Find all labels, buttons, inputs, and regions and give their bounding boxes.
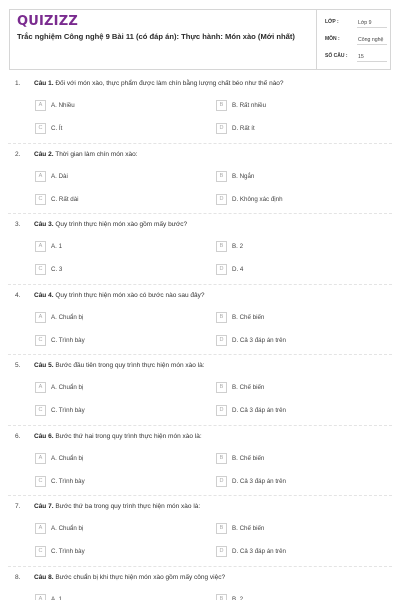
option-text: D. Cả 3 đáp án trên [232, 477, 287, 485]
question-body: Quy trình thực hiện món xào có bước nào sau đây? [55, 291, 205, 299]
option-letter-box[interactable]: A [35, 171, 46, 182]
option-letter-box[interactable]: D [216, 194, 227, 205]
worksheet-header [9, 9, 391, 70]
answer-option-b[interactable] [216, 453, 366, 465]
option-letter-box[interactable]: C [35, 335, 46, 346]
option-letter-box[interactable]: D [216, 264, 227, 275]
answer-option-d[interactable] [216, 405, 366, 417]
question-text [34, 433, 202, 440]
question-number: 2. [15, 150, 21, 158]
meta-class-value: Lớp 9 [357, 18, 387, 28]
question-number: 8. [15, 573, 21, 581]
option-text: B. Chế biến [232, 313, 265, 321]
option-letter-box[interactable]: A [35, 523, 46, 534]
answer-option-d[interactable] [216, 194, 366, 206]
option-letter-box[interactable]: D [216, 546, 227, 557]
question-body: Đối với món xào, thực phẩm được làm chín bằng lượng chất béo như thế nào? [55, 80, 284, 87]
option-text: D. Cả 3 đáp án trên [232, 407, 287, 414]
answer-option-c[interactable] [35, 335, 185, 347]
question-text [34, 574, 225, 581]
answer-option-b[interactable] [216, 100, 366, 112]
question-divider [8, 566, 392, 567]
answer-option-a[interactable] [35, 382, 185, 394]
option-text: B. 2 [232, 595, 244, 600]
quizizz-logo: QUIZIZZ [17, 14, 78, 29]
question-number: 7. [15, 503, 21, 510]
worksheet-title: Trắc nghiệm Công nghệ 9 Bài 11 (có đáp án): Thực hành: Món xào (Mới nhất) [17, 32, 295, 41]
option-text: A. Dài [51, 172, 68, 180]
option-letter-box[interactable]: B [216, 382, 227, 393]
option-text: C. Ít [51, 125, 63, 132]
option-text: B. Chế biến [232, 454, 265, 462]
answer-option-a[interactable] [35, 100, 185, 112]
option-text: D. 4 [232, 266, 244, 273]
question-divider [8, 354, 392, 355]
option-letter-box[interactable]: C [35, 264, 46, 275]
question-item [0, 292, 400, 362]
option-letter-box[interactable]: B [216, 523, 227, 534]
question-text [34, 80, 284, 87]
question-label: Câu 3. [34, 221, 54, 228]
question-divider [8, 284, 392, 285]
question-body: Thời gian làm chín món xào: [55, 150, 138, 158]
option-text: C. Trình bày [51, 548, 85, 555]
answer-option-a[interactable] [35, 594, 185, 600]
answer-option-d[interactable] [216, 476, 366, 488]
question-text [34, 503, 200, 510]
answer-option-d[interactable] [216, 546, 366, 558]
question-divider [8, 425, 392, 426]
question-item [0, 362, 400, 432]
meta-count-value: 15 [357, 52, 387, 62]
option-text: C. Trình bày [51, 407, 85, 414]
option-letter-box[interactable]: A [35, 594, 46, 600]
question-label: Câu 6. [34, 432, 54, 440]
answer-option-a[interactable] [35, 453, 185, 465]
option-letter-box[interactable]: A [35, 312, 46, 323]
option-text: A. Chuẩn bị [51, 313, 84, 321]
answer-option-a[interactable] [35, 171, 185, 183]
option-text: B. Rất nhiều [232, 102, 267, 109]
answer-option-d[interactable] [216, 264, 366, 276]
question-item [0, 151, 400, 221]
answer-option-b[interactable] [216, 382, 366, 394]
question-label: Câu 8. [34, 573, 54, 581]
option-letter-box[interactable]: A [35, 453, 46, 464]
answer-option-c[interactable] [35, 123, 185, 135]
question-body: Quy trình thực hiện món xào gồm mấy bước? [55, 221, 188, 228]
answer-option-c[interactable] [35, 194, 185, 206]
option-text: A. Chuẩn bị [51, 454, 84, 462]
option-letter-box[interactable]: B [216, 453, 227, 464]
option-letter-box[interactable]: B [216, 171, 227, 182]
answer-option-c[interactable] [35, 476, 185, 488]
question-body: Bước đầu tiên trong quy trình thực hiện món xào là: [55, 362, 205, 369]
option-text: C. Rất dài [51, 195, 79, 203]
meta-subject-value: Công nghệ [357, 35, 387, 45]
answer-option-a[interactable] [35, 312, 185, 324]
answer-option-b[interactable] [216, 241, 366, 253]
question-number: 3. [15, 221, 21, 228]
question-body: Bước chuẩn bị khi thực hiện món xào gồm mấy công việc? [55, 573, 226, 581]
question-item [0, 221, 400, 291]
question-body: Bước thứ hai trong quy trình thực hiện món xào là: [55, 432, 202, 440]
answer-option-b[interactable] [216, 523, 366, 535]
option-letter-box[interactable]: D [216, 335, 227, 346]
question-divider [8, 213, 392, 214]
answer-option-d[interactable] [216, 335, 366, 347]
meta-subject [317, 31, 393, 47]
question-divider [8, 495, 392, 496]
option-text: A. 1 [51, 595, 63, 600]
option-letter-box[interactable]: A [35, 382, 46, 393]
answer-option-c[interactable] [35, 264, 185, 276]
option-letter-box[interactable]: C [35, 123, 46, 134]
option-letter-box[interactable]: B [216, 312, 227, 323]
option-text: B. Chế biến [232, 525, 265, 532]
question-text [34, 221, 187, 228]
option-text: C. Trình bày [51, 477, 85, 485]
question-divider [8, 143, 392, 144]
question-number: 1. [15, 80, 21, 87]
answer-option-b[interactable] [216, 171, 366, 183]
question-body: Bước thứ ba trong quy trình thực hiện món xào là: [55, 503, 201, 510]
question-item [0, 574, 400, 600]
option-letter-box[interactable]: D [216, 123, 227, 134]
option-text: C. Trình bày [51, 336, 85, 344]
question-number: 6. [15, 432, 21, 440]
question-text [34, 292, 205, 299]
question-label: Câu 2. [34, 150, 54, 158]
question-label: Câu 5. [34, 362, 54, 369]
option-letter-box[interactable]: A [35, 241, 46, 252]
answer-option-b[interactable] [216, 312, 366, 324]
question-item [0, 433, 400, 503]
option-text: B. Chế biến [232, 384, 265, 391]
meta-count-label: SỐ CÂU : [325, 53, 348, 59]
answer-option-b[interactable] [216, 594, 366, 600]
option-letter-box[interactable]: D [216, 476, 227, 487]
meta-class-label: LỚP : [325, 19, 339, 25]
option-text: D. Không xác định [232, 195, 283, 203]
question-label: Câu 1. [34, 80, 54, 87]
option-letter-box[interactable]: C [35, 405, 46, 416]
option-text: A. 1 [51, 243, 63, 250]
answer-option-c[interactable] [35, 546, 185, 558]
answer-option-a[interactable] [35, 523, 185, 535]
question-item [0, 503, 400, 573]
question-item [0, 80, 400, 150]
answer-option-d[interactable] [216, 123, 366, 135]
option-letter-box[interactable]: B [216, 100, 227, 111]
option-letter-box[interactable]: C [35, 546, 46, 557]
option-letter-box[interactable]: B [216, 241, 227, 252]
option-letter-box[interactable]: C [35, 476, 46, 487]
question-label: Câu 4. [34, 291, 54, 299]
option-text: D. Cả 3 đáp án trên [232, 336, 287, 344]
meta-count [317, 48, 393, 64]
question-number: 4. [15, 291, 21, 299]
option-text: B. 2 [232, 243, 244, 250]
option-text: B. Ngắn [232, 172, 255, 180]
option-text: A. Chuẩn bị [51, 525, 84, 532]
answer-option-a[interactable] [35, 241, 185, 253]
answer-option-c[interactable] [35, 405, 185, 417]
question-number: 5. [15, 362, 21, 369]
option-text: D. Rất ít [232, 125, 255, 132]
option-letter-box[interactable]: A [35, 100, 46, 111]
option-text: D. Cả 3 đáp án trên [232, 548, 287, 555]
option-text: A. Chuẩn bị [51, 384, 84, 391]
meta-panel [316, 10, 392, 69]
option-text: A. Nhiều [51, 102, 75, 109]
question-text [34, 362, 205, 369]
option-letter-box[interactable]: C [35, 194, 46, 205]
question-text [34, 151, 138, 158]
question-label: Câu 7. [34, 503, 54, 510]
option-text: C. 3 [51, 266, 63, 273]
meta-class [317, 14, 393, 30]
option-letter-box[interactable]: B [216, 594, 227, 600]
option-letter-box[interactable]: D [216, 405, 227, 416]
meta-subject-label: MÔN : [325, 36, 340, 42]
